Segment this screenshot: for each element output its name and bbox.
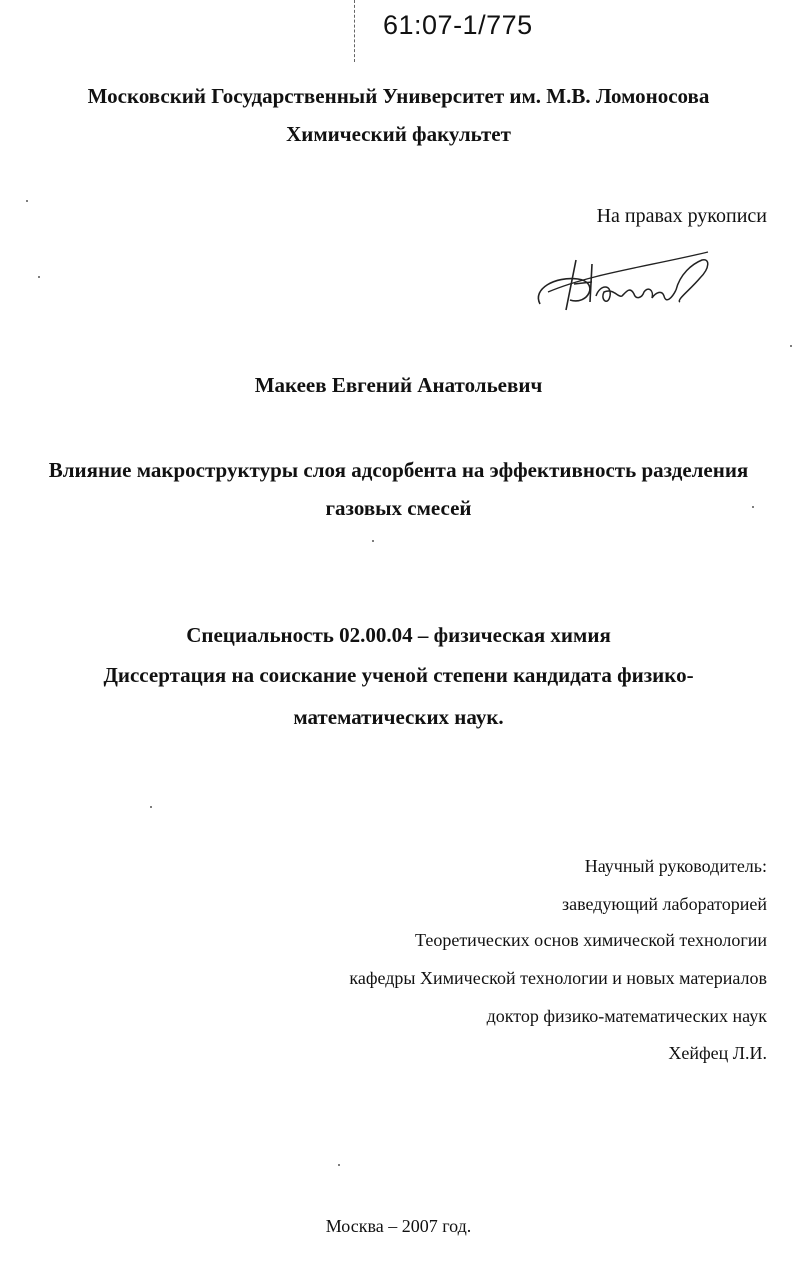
scan-speck [38, 276, 40, 278]
scan-speck [150, 806, 152, 808]
supervisor-heading: Научный руководитель: [584, 856, 767, 876]
degree-line2: математических наук. [293, 705, 504, 729]
faculty-name: Химический факультет [286, 122, 511, 146]
scan-speck [372, 540, 374, 542]
city-year: Москва – 2007 год. [325, 1216, 472, 1236]
specialty: Специальность 02.00.04 – физическая химия [186, 623, 611, 647]
scan-speck [26, 200, 28, 202]
degree-line1: Диссертация на соискание ученой степени кандидата физико- [103, 663, 694, 687]
author-name: Макеев Евгений Анатольевич [254, 373, 543, 397]
scan-speck [338, 1164, 340, 1166]
scan-margin-mark [354, 0, 357, 62]
supervisor-position: заведующий лабораторией [561, 894, 767, 914]
manuscript-rights: На правах рукописи [596, 205, 767, 227]
scan-speck [752, 506, 754, 508]
supervisor-laboratory: Теоретических основ химической технологии [415, 930, 767, 950]
supervisor-name: Хейфец Л.И. [668, 1043, 767, 1063]
supervisor-department: кафедры Химической технологии и новых материалов [349, 968, 767, 988]
scan-speck [790, 345, 792, 347]
supervisor-degree: доктор физико-математических наук [486, 1006, 767, 1026]
university-name: Московский Государственный Университет им. М.В. Ломоносова [87, 84, 710, 108]
author-signature [530, 244, 715, 324]
dissertation-title-line2: газовых смесей [325, 496, 472, 520]
dissertation-title-line1: Влияние макроструктуры слоя адсорбента на эффективность разделения [48, 458, 749, 482]
archive-code: 61:07-1/775 [383, 10, 533, 40]
